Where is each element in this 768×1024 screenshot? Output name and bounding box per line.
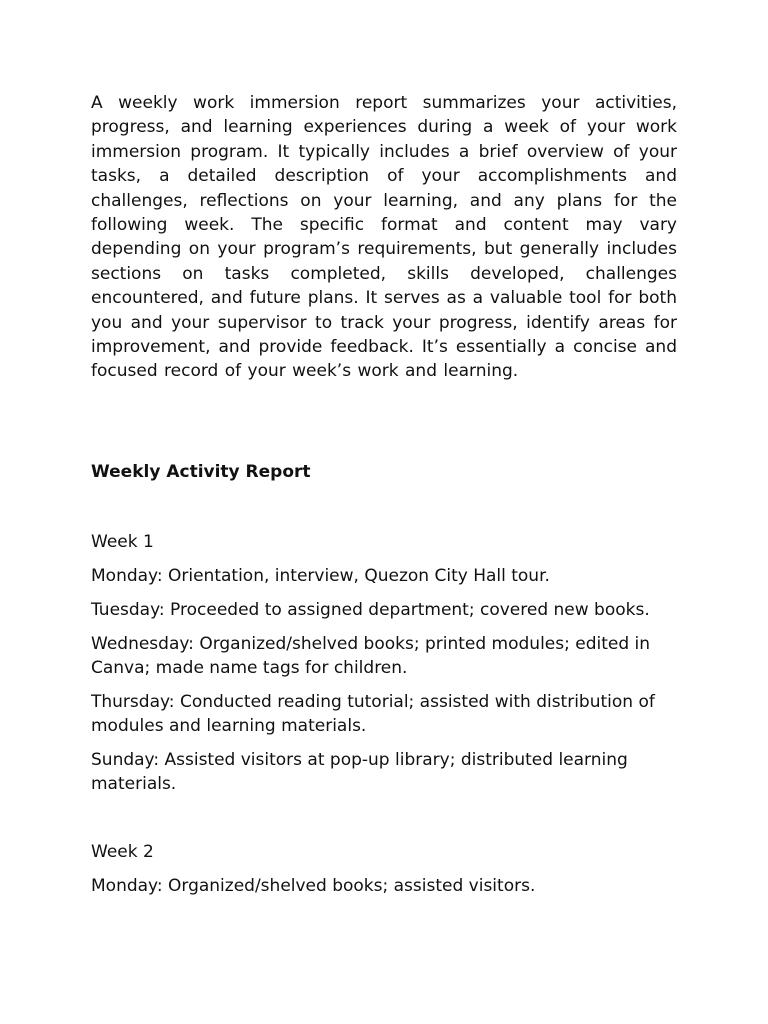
report-title: Weekly Activity Report (91, 462, 311, 482)
activity-entry-thursday: Thursday: Conducted reading tutorial; assisted with distribution of modules and learning materials. (91, 692, 655, 736)
activity-entry-wednesday: Wednesday: Organized/shelved books; printed modules; edited in Canva; made name tags for children. (91, 634, 651, 678)
week-label: Week 1 (91, 532, 154, 552)
activity-entry-sunday: Sunday: Assisted visitors at pop-up library; distributed learning materials. (91, 750, 628, 794)
week-label: Week 2 (91, 842, 154, 862)
week-section (91, 530, 691, 806)
activity-entry-tuesday: Tuesday: Proceeded to assigned department; covered new books. (91, 600, 650, 620)
week-section (91, 840, 691, 908)
activity-entry-monday: Monday: Organized/shelved books; assisted visitors. (91, 876, 536, 896)
intro-paragraph: A weekly work immersion report summarizes your activities, progress, and learning experiences during a week of your work immersion program. It typically includes a brief overview of your tasks, a detailed description of your accomplishments and challenges, reflections on your learning, and any plans for the following week. The specific format and content may vary depending on your program’s requirements, but generally includes sections on tasks completed, skills developed, challenges encountered, and future plans. It serves as a valuable tool for both you and your supervisor to track your progress, identify areas for improvement, and provide feedback. It’s essentially a concise and focused record of your week’s work and learning. (91, 93, 677, 382)
activity-entry-monday: Monday: Orientation, interview, Quezon City Hall tour. (91, 566, 550, 586)
